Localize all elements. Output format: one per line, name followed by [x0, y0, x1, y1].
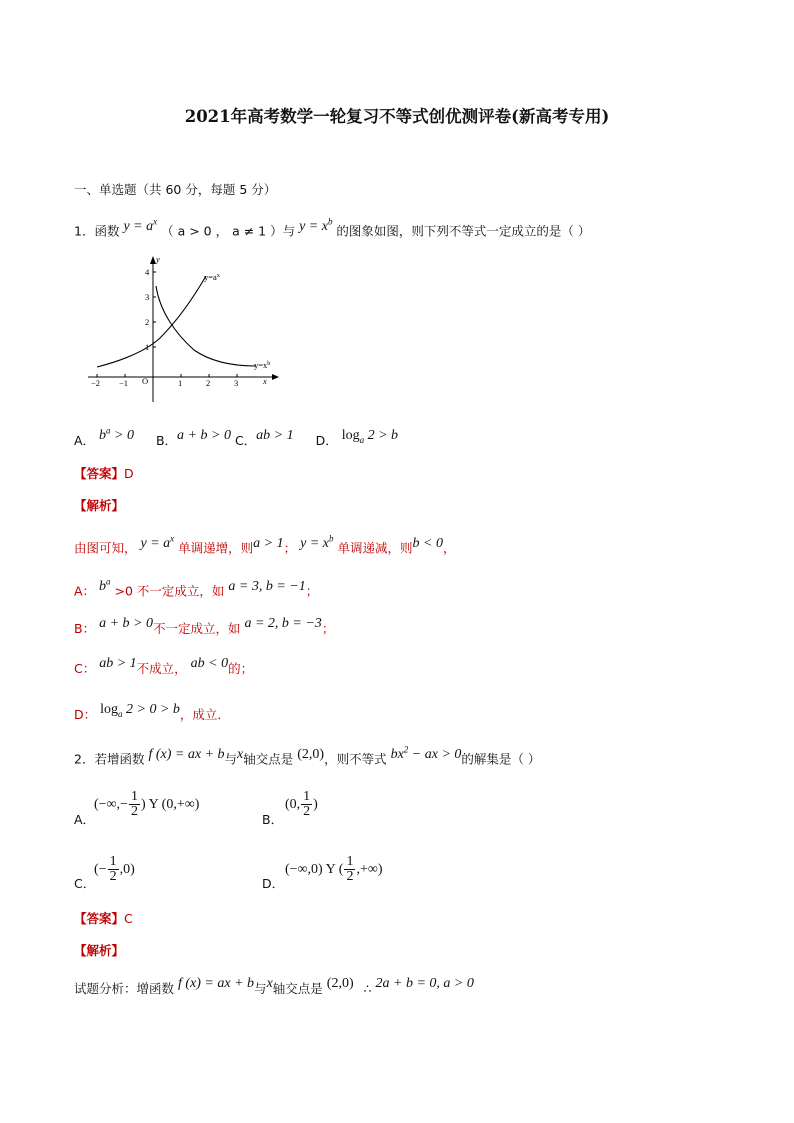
q1-answer: 【答案】D — [74, 466, 134, 481]
power-curve-label: $y=x^b$ — [254, 360, 271, 370]
q1-analysis-option-d: D： $\log_a 2 > 0 > b$，成立． — [74, 702, 230, 722]
q1-analysis-heading: 【解析】 — [74, 498, 125, 513]
q1-analysis-option-b: B： a + b > 0不一定成立，如 a = 2, b = −3； — [74, 616, 335, 636]
option-d: D． $\log_a 2 > b$ — [315, 427, 399, 448]
page-title: 2021年高考数学一轮复习不等式创优测评卷(新高考专用) — [184, 107, 610, 126]
option-a: A． $b^a > 0$ — [74, 425, 134, 448]
x-axis-label: x — [263, 376, 267, 386]
formula-pow: $y = x^b$ — [299, 216, 333, 234]
y-tick-label: 4 — [145, 267, 150, 277]
x-tick-label: −2 — [91, 378, 101, 388]
q2-option-b-letter: B． — [262, 812, 284, 827]
x-tick-label: 3 — [234, 378, 239, 388]
x-tick-label: 2 — [206, 378, 211, 388]
q1-analysis-option-a: A： $b^a >0$ 不一定成立，如 a = 3, b = −1； — [74, 576, 319, 599]
x-tick-label: 1 — [178, 378, 183, 388]
y-axis-label: y — [156, 254, 160, 264]
q2-option-b: (0, $\frac{1}{2}$ ) — [285, 789, 318, 819]
y-tick-label: 2 — [145, 317, 150, 327]
q2-option-a-letter: A． — [74, 812, 96, 827]
question-number: 1． — [74, 223, 95, 239]
formula-exp: $y = a^x$ — [123, 216, 158, 234]
q1-options — [74, 427, 398, 454]
q2-option-d: (−∞,0) Y ( $\frac{1}{2}$ ,+∞) — [285, 854, 383, 884]
origin-label: O — [142, 376, 149, 386]
question-number: 2． — [74, 751, 95, 767]
q2-option-c-letter: C． — [74, 876, 96, 891]
q1-analysis-option-c: C： ab > 1不成立， ab < 0的； — [74, 656, 254, 676]
q1-analysis-line-1: 由图可知， $y = a^x$ 单调递增，则a > 1； $y = x^b$ 单调递减，则b < 0， — [74, 533, 456, 556]
x-axis-arrow — [272, 374, 279, 380]
q2-option-c: (− $\frac{1}{2}$ ,0) — [94, 854, 135, 884]
option-c: C．ab > 1 — [234, 427, 294, 448]
y-tick-label: 3 — [145, 292, 150, 302]
question-2: 2．若增函数 f (x) = ax + b与x轴交点是 (2,0)，则不等式 $bx^2$ − ax > 0的解集是（ ） — [74, 744, 541, 767]
x-tick-label: −1 — [119, 378, 129, 388]
q2-analysis-line-1: 试题分析：增函数 f (x) = ax + b与x轴交点是 (2,0) ∴ 2a + b = 0, a > 0 — [74, 976, 474, 996]
q2-option-d-letter: D． — [262, 876, 285, 891]
exp-curve-label: $y=a^x$ — [204, 272, 220, 282]
exp-curve — [97, 276, 206, 367]
q2-answer: 【答案】C — [74, 911, 133, 926]
question-1: 1．函数 $y = a^x$ （ a > 0 ， a ≠ 1 ）与 $y = x^b$ 的图象如图，则下列不等式一定成立的是（ ） — [74, 216, 591, 239]
q2-analysis-heading: 【解析】 — [74, 943, 125, 958]
section-heading: 一、单选题（共 60 分，每题 5 分） — [74, 182, 277, 197]
q2-option-a: (−∞,− $\frac{1}{2}$ ) Y (0,+∞) — [94, 789, 200, 819]
option-b: B．a + b > 0 — [155, 427, 231, 448]
y-tick-label: 1 — [145, 342, 150, 352]
function-graph — [84, 250, 284, 410]
